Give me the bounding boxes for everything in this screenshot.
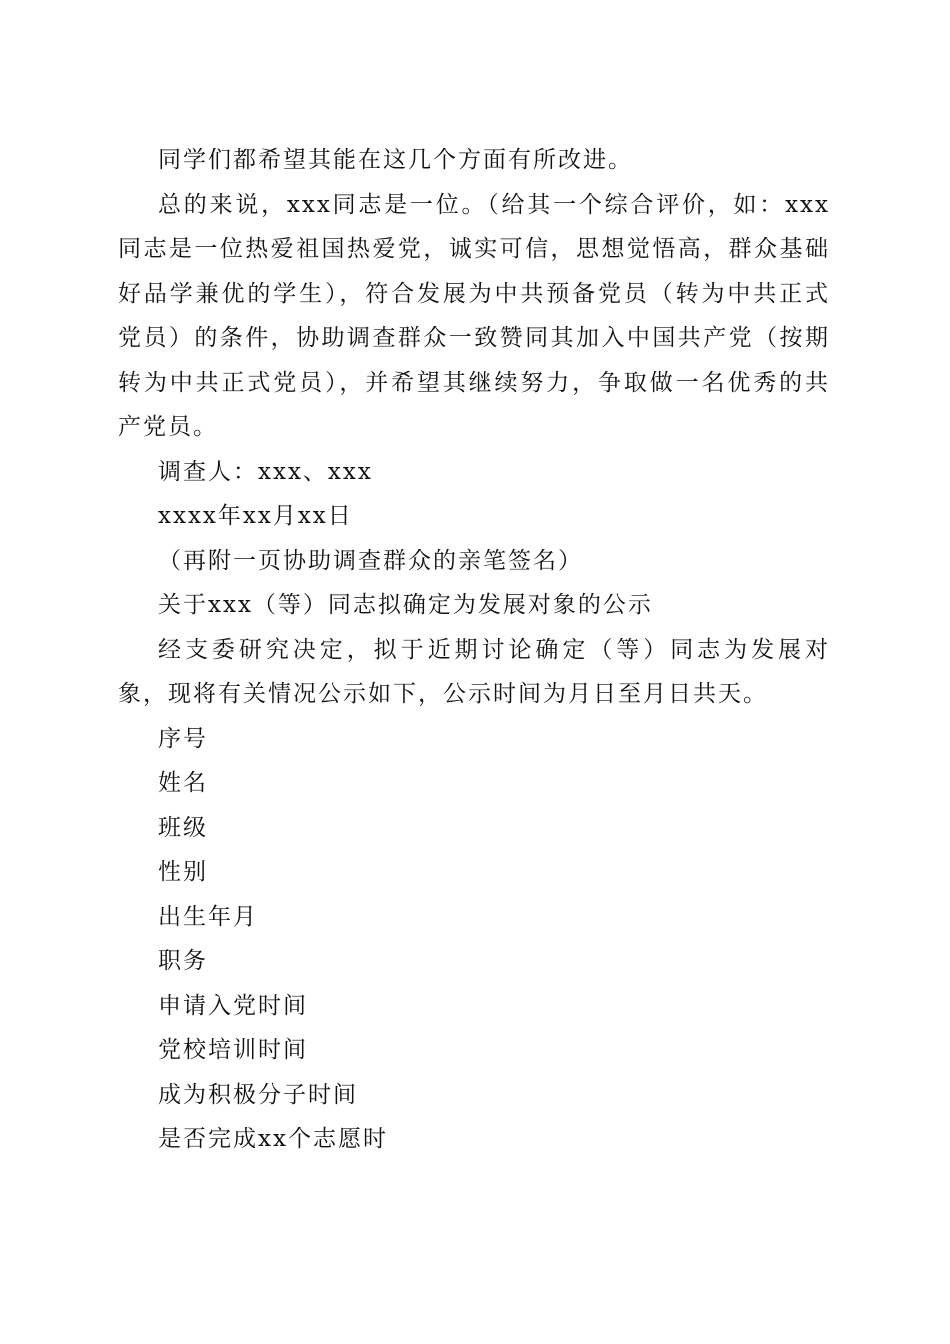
paragraph-notice-body: 经支委研究决定，拟于近期讨论确定（等）同志为发展对象，现将有关情况公示如下，公示时间为月日至月日共天。 bbox=[118, 636, 830, 707]
field-application-time: 申请入党时间 bbox=[158, 992, 308, 1019]
field-serial-number: 序号 bbox=[158, 725, 208, 752]
paragraph-improvement: 同学们都希望其能在这几个方面有所改进。 bbox=[158, 147, 633, 173]
paragraph-signature-note: （再附一页协助调查群众的亲笔签名） bbox=[158, 547, 583, 574]
paragraph-date: xxxx年xx月xx日 bbox=[158, 503, 353, 529]
paragraph-investigators: 调查人：xxx、xxx bbox=[158, 458, 373, 485]
field-party-school-training-time: 党校培训时间 bbox=[158, 1037, 308, 1063]
field-volunteer-hours: 是否完成xx个志愿时 bbox=[158, 1126, 388, 1152]
paragraph-summary-evaluation: 总的来说，xxx同志是一位。（给其一个综合评价，如：xxx同志是一位热爱祖国热爱党，诚实可信，思想觉悟高，群众基础好品学兼优的学生），符合发展为中共预备党员（转为中共正式党员）的条件，协助调查群众一致赞同其加入中国共产党（按期转为中共正式党员），并希望其继续努力，争取做一名优秀的共产党员。 bbox=[118, 191, 830, 440]
field-name: 姓名 bbox=[158, 770, 208, 796]
document-body bbox=[118, 138, 830, 1162]
field-class: 班级 bbox=[158, 814, 208, 841]
field-gender: 性别 bbox=[158, 859, 208, 885]
field-birth-date: 出生年月 bbox=[158, 903, 258, 930]
field-position: 职务 bbox=[158, 948, 208, 974]
notice-title: 关于xxx（等）同志拟确定为发展对象的公示 bbox=[158, 592, 653, 618]
field-activist-time: 成为积极分子时间 bbox=[158, 1081, 358, 1108]
